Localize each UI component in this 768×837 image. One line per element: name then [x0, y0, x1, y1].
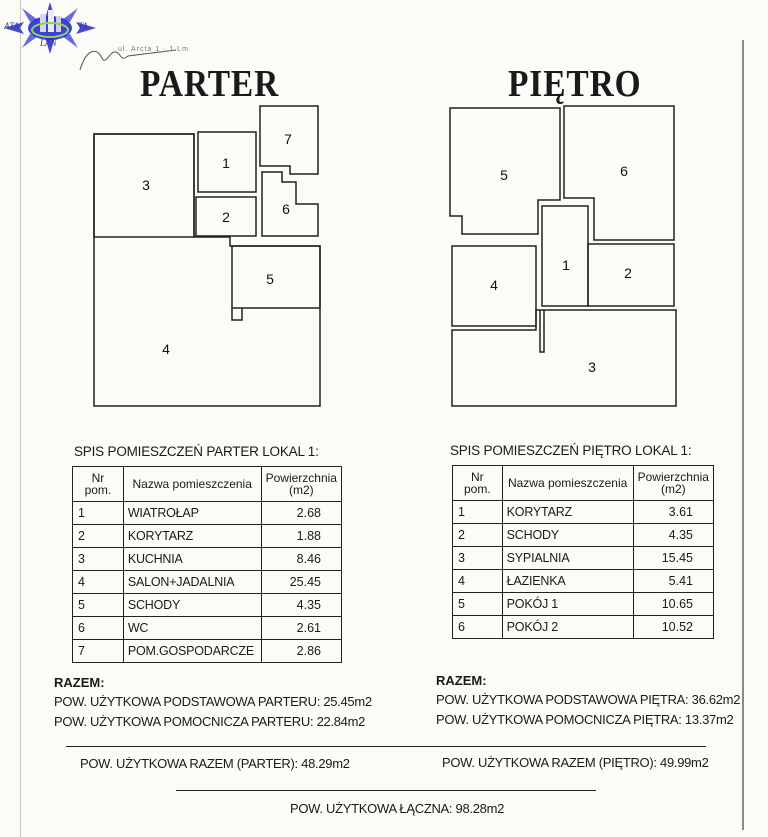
- cell-nr: 5: [453, 593, 503, 616]
- cell-nr: 1: [73, 502, 124, 525]
- pietro-rooms-table: [452, 465, 714, 639]
- parter-rooms-table: [72, 466, 342, 663]
- page-edge-left: [20, 0, 21, 837]
- table-row: [453, 524, 714, 547]
- cell-nr: 2: [453, 524, 503, 547]
- cell-name: SCHODY: [123, 594, 261, 617]
- cell-nr: 4: [453, 570, 503, 593]
- cell-area: 2.86: [261, 640, 341, 663]
- table-header-row: [453, 466, 714, 501]
- parter-room-label-5: 5: [266, 271, 274, 287]
- cell-nr: 7: [73, 640, 124, 663]
- cell-name: SALON+JADALNIA: [123, 571, 261, 594]
- cell-name: POM.GOSPODARCZE: [123, 640, 261, 663]
- cell-name: SYPIALNIA: [502, 547, 633, 570]
- parter-sum-basic: POW. UŻYTKOWA PODSTAWOWA PARTERU: 25.45m2: [54, 694, 372, 709]
- table-row: [453, 547, 714, 570]
- cell-name: WIATROŁAP: [123, 502, 261, 525]
- parter-room-label-6: 6: [282, 201, 290, 217]
- cell-name: POKÓJ 2: [502, 616, 633, 639]
- pietro-title: PIĘTRO: [508, 63, 642, 105]
- cell-area: 15.45: [633, 547, 713, 570]
- cell-nr: 4: [73, 571, 124, 594]
- logo-text-left: ATA: [4, 21, 19, 31]
- cell-area: 8.46: [261, 548, 341, 571]
- logo-text-bottom: LAN: [40, 38, 57, 48]
- cell-name: KORYTARZ: [123, 525, 261, 548]
- divider-line: [176, 790, 596, 791]
- cell-nr: 5: [73, 594, 124, 617]
- pietro-table-title: SPIS POMIESZCZEŃ PIĘTRO LOKAL 1:: [450, 443, 692, 458]
- pietro-room-label-3: 3: [588, 359, 596, 375]
- cell-name: KORYTARZ: [502, 501, 633, 524]
- pietro-sum-basic: POW. UŻYTKOWA PODSTAWOWA PIĘTRA: 36.62m2: [436, 692, 741, 707]
- logo-text-right: TA: [78, 21, 88, 31]
- header-name: Nazwa pomieszczenia: [502, 466, 633, 501]
- parter-room-label-3: 3: [142, 177, 150, 193]
- header-nr: Nr pom.: [453, 466, 503, 501]
- pietro-sum-aux: POW. UŻYTKOWA POMOCNICZA PIĘTRA: 13.37m2: [436, 712, 734, 727]
- parter-title: PARTER: [140, 63, 280, 105]
- cell-name: KUCHNIA: [123, 548, 261, 571]
- pietro-room-label-2: 2: [624, 265, 632, 281]
- table-row: [73, 571, 342, 594]
- cell-area: 25.45: [261, 571, 341, 594]
- cell-area: 4.35: [633, 524, 713, 547]
- table-row: [453, 501, 714, 524]
- cell-name: WC: [123, 617, 261, 640]
- parter-room-label-4: 4: [162, 341, 170, 357]
- parter-room-label-1: 1: [222, 155, 230, 171]
- table-row: [73, 594, 342, 617]
- parter-room-label-7: 7: [284, 131, 292, 147]
- pietro-room-label-5: 5: [500, 167, 508, 183]
- cell-name: POKÓJ 1: [502, 593, 633, 616]
- divider-line: [66, 746, 706, 747]
- table-row: [73, 548, 342, 571]
- cell-area: 2.68: [261, 502, 341, 525]
- table-row: [73, 502, 342, 525]
- pietro-floor-plan: [448, 104, 680, 410]
- cell-area: 1.88: [261, 525, 341, 548]
- grand-total: POW. UŻYTKOWA ŁĄCZNA: 98.28m2: [290, 801, 505, 816]
- cell-nr: 3: [73, 548, 124, 571]
- table-row: [73, 640, 342, 663]
- header-area: Powierzchnia (m2): [633, 466, 713, 501]
- cell-area: 10.65: [633, 593, 713, 616]
- header-nr: Nr pom.: [73, 467, 124, 502]
- parter-room-label-2: 2: [222, 209, 230, 225]
- cell-area: 4.35: [261, 594, 341, 617]
- parter-sum-aux: POW. UŻYTKOWA POMOCNICZA PARTERU: 22.84m2: [54, 714, 366, 729]
- page-edge-right: [742, 40, 744, 830]
- cell-nr: 3: [453, 547, 503, 570]
- cell-name: ŁAZIENKA: [502, 570, 633, 593]
- table-row: [453, 616, 714, 639]
- parter-table-title: SPIS POMIESZCZEŃ PARTER LOKAL 1:: [74, 444, 319, 459]
- pietro-room-label-6: 6: [620, 163, 628, 179]
- cell-name: SCHODY: [502, 524, 633, 547]
- cell-area: 10.52: [633, 616, 713, 639]
- parter-razem-label: RAZEM:: [54, 675, 105, 690]
- cell-area: 2.61: [261, 617, 341, 640]
- stamp-text: ul. Arcta 1 · 1 Lm: [118, 46, 189, 53]
- parter-sum-total: POW. UŻYTKOWA RAZEM (PARTER): 48.29m2: [80, 756, 350, 771]
- table-row: [453, 570, 714, 593]
- pietro-room-label-4: 4: [490, 277, 498, 293]
- table-row: [73, 525, 342, 548]
- table-header-row: [73, 467, 342, 502]
- header-name: Nazwa pomieszczenia: [123, 467, 261, 502]
- cell-nr: 2: [73, 525, 124, 548]
- pietro-sum-total: POW. UŻYTKOWA RAZEM (PIĘTRO): 49.99m2: [442, 755, 709, 770]
- header-area: Powierzchnia (m2): [261, 467, 341, 502]
- parter-floor-plan: [90, 104, 326, 410]
- cell-area: 5.41: [633, 570, 713, 593]
- cell-nr: 6: [73, 617, 124, 640]
- cell-nr: 1: [453, 501, 503, 524]
- table-row: [453, 593, 714, 616]
- table-row: [73, 617, 342, 640]
- cell-nr: 6: [453, 616, 503, 639]
- pietro-razem-label: RAZEM:: [436, 673, 487, 688]
- cell-area: 3.61: [633, 501, 713, 524]
- pietro-room-label-1: 1: [562, 257, 570, 273]
